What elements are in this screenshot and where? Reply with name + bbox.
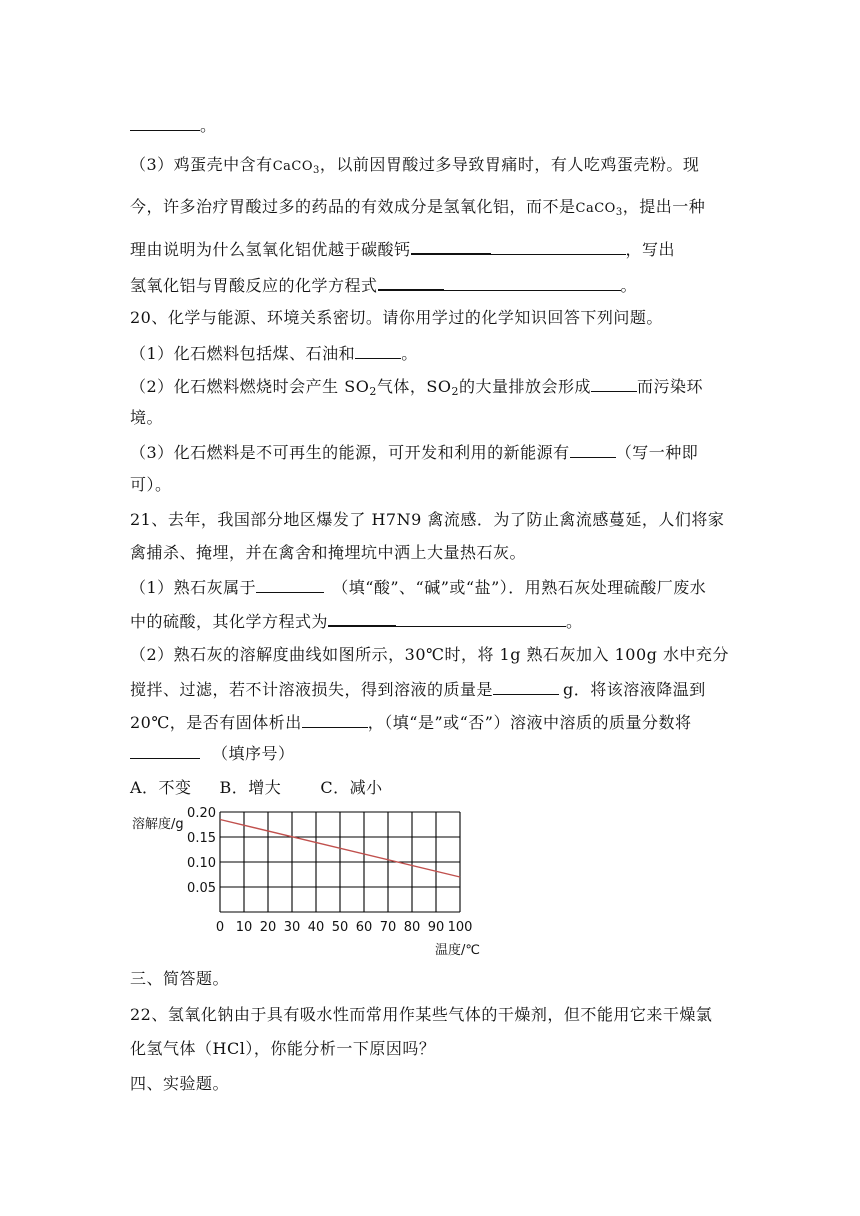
q19-tail-text: 。 [200, 116, 217, 135]
q21-part2-line2: 搅拌、过滤，若不计溶液损失，得到溶液的质量是 g．将该溶液降温到 [130, 677, 706, 700]
q21-part2-line1: （2）熟石灰的溶解度曲线如图所示，30℃时，将 1g 熟石灰加入 100g 水中充分 [130, 645, 729, 664]
y-tick-label: 0.10 [187, 856, 216, 871]
x-tick-label: 80 [403, 920, 421, 935]
solubility-chart [125, 800, 495, 960]
q22-line2: 化氢气体（HCl），你能分析一下原因吗？ [130, 1039, 436, 1058]
x-tick-label: 60 [355, 920, 373, 935]
answer-blank [328, 608, 566, 625]
q20-part3-line2: 可）。 [130, 475, 172, 494]
answer-blank [591, 374, 637, 392]
q20-part1: （1）化石燃料包括煤、石油和 。 [130, 341, 418, 364]
x-tick-label: 90 [427, 920, 445, 935]
answer-blank [355, 341, 401, 359]
q21-part1-line1: （1）熟石灰属于 （填“酸”、“碱”或“盐”）．用熟石灰处理硫酸厂废水 [130, 575, 706, 598]
x-tick-label: 20 [259, 920, 277, 935]
y-axis-label: 溶解度/g [132, 817, 184, 832]
answer-blank [130, 741, 200, 759]
x-tick-label: 70 [379, 920, 397, 935]
q21-part1-line2: 中的硫酸，其化学方程式为 。 [130, 608, 583, 632]
answer-blank [378, 272, 621, 289]
q19-3-line2: 今，许多治疗胃酸过多的药品的有效成分是氢氧化铝，而不是CaCO$_3$，提出一种 [130, 197, 706, 218]
q19-3-line4: 氢氧化铝与胃酸反应的化学方程式 。 [130, 272, 637, 296]
q19-3-line3: 理由说明为什么氢氧化铝优越于碳酸钙 ，写出 [130, 236, 675, 260]
q21-part2-line4: （填序号） [130, 741, 295, 764]
q20-stem: 20、化学与能源、环境关系密切。请你用学过的化学知识回答下列问题。 [130, 308, 663, 327]
answer-blank [256, 575, 324, 593]
x-tick-label: 30 [283, 920, 301, 935]
y-tick-label: 0.20 [187, 806, 216, 821]
answer-blank [493, 677, 559, 695]
q19-3-line1: （3）鸡蛋壳中含有CaCO$_3$，以前因胃酸过多导致胃痛时，有人吃鸡蛋壳粉。现 [130, 155, 700, 176]
q20-part2-line1: （2）化石燃料燃烧时会产生 SO2气体，SO2的大量排放会形成 而污染环 [130, 374, 703, 398]
q21-stem-line2: 禽捕杀、掩埋，并在禽舍和掩埋坑中洒上大量热石灰。 [130, 543, 527, 562]
x-tick-label: 50 [331, 920, 349, 935]
answer-blank [130, 113, 200, 131]
q21-part2-line3: 20℃，是否有固体析出 ，（填“是”或“否”）溶液中溶质的质量分数将 [130, 710, 692, 733]
section-3-heading: 三、简答题。 [130, 969, 230, 988]
y-tick-label: 0.05 [187, 881, 216, 896]
q20-part2-line2: 境。 [130, 408, 164, 427]
x-axis-label: 温度/℃ [435, 943, 480, 958]
section-4-heading: 四、实验题。 [130, 1074, 230, 1093]
x-tick-label: 100 [447, 920, 473, 935]
answer-blank [302, 710, 368, 728]
x-tick-label: 0 [215, 920, 225, 935]
q22-line1: 22、氢氧化钠由于具有吸水性而常用作某些气体的干燥剂，但不能用它来干燥氯 [130, 1005, 713, 1024]
answer-blank [570, 440, 616, 458]
x-tick-label: 40 [307, 920, 325, 935]
y-tick-label: 0.15 [187, 831, 216, 846]
q21-options: A．不变 B．增大 C．减小 [130, 778, 383, 797]
q21-stem-line1: 21、去年，我国部分地区爆发了 H7N9 禽流感．为了防止禽流感蔓延，人们将家 [130, 510, 725, 529]
q20-part3-line1: （3）化石燃料是不可再生的能源，可开发和利用的新能源有 （写一种即 [130, 440, 698, 463]
q19-tail-line [130, 113, 217, 136]
answer-blank [411, 236, 626, 253]
x-tick-label: 10 [235, 920, 253, 935]
